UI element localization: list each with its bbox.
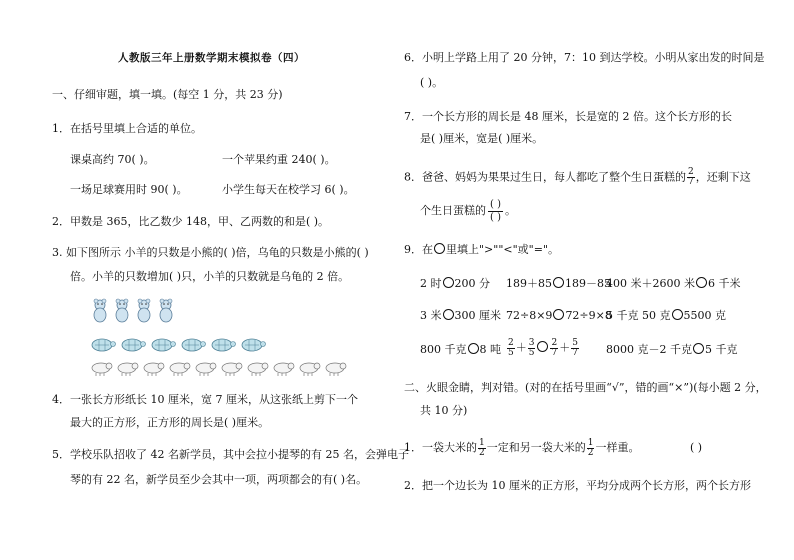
q8-frac-num: 2 (688, 167, 694, 177)
q9-r3-left3: 8000 克－2 千克 (606, 343, 692, 356)
q2-text: 2．甲数是 365，比乙数少 148，甲、乙两数的和是( )。 (52, 215, 330, 228)
q9-frac-c-den: 7 (551, 347, 558, 358)
circle-icon (434, 243, 445, 254)
j1-text-a: 1．一袋大米的 (404, 441, 477, 454)
animals-picture (90, 296, 370, 386)
section-2-line-1: 二、火眼金睛，判对错。(对的在括号里画“√”，错的画“×”)(每小题 2 分， (404, 381, 767, 394)
circle-icon (443, 309, 454, 320)
judge-1 (404, 437, 639, 459)
circle-icon (553, 309, 564, 320)
q9-stem (404, 243, 559, 257)
q9-r1-item3 (606, 277, 740, 291)
q8-answer-fraction (488, 199, 503, 224)
q9-r2-right2: 72÷9×8 (565, 309, 612, 322)
circle-icon (537, 341, 548, 352)
circle-icon (672, 309, 683, 320)
q6-line-2: ( )。 (420, 76, 444, 89)
q8-fraction (687, 168, 695, 187)
j1-text-c: 一样重。 (595, 441, 640, 454)
q9-r2-left3: 5 千克 50 克 (606, 309, 671, 322)
q8-frac-den: 7 (688, 177, 694, 187)
q4-line-2: 最大的正方形，正方形的周长是( )厘米。 (70, 416, 270, 429)
q1-football-time: 一场足球赛用时 90( )。 (70, 183, 188, 196)
q9-frac-b-num: 3 (528, 337, 535, 348)
q9-r1-left1: 2 时 (420, 277, 442, 290)
q9-frac-c-num: 2 (551, 337, 558, 348)
q9-r3-item3 (606, 343, 738, 357)
q5-line-2: 琴的有 22 名，新学员至少会其中一项，两项都会的有( )名。 (70, 473, 368, 486)
q9-frac-d-num: 5 (572, 337, 578, 348)
q7-line-2: 是( )厘米，宽是( )厘米。 (420, 132, 544, 145)
q8-text-c: 个生日蛋糕的 (420, 204, 486, 217)
q9-frac-d (571, 339, 579, 358)
q9-r3-right1: 8 吨 (479, 343, 501, 356)
q8-line-1 (404, 168, 751, 187)
j1-frac-2-den: 2 (587, 447, 594, 458)
q9-r1-right1: 200 分 (454, 277, 490, 290)
judge-1-answer-paren: ( ) (690, 441, 703, 454)
q9-r2-left2: 72÷8×9 (506, 309, 553, 322)
q8-blank-den: ( ) (490, 211, 501, 223)
q9-r3-item1 (420, 343, 501, 357)
exam-title: 人教版三年上册数学期末模拟卷（四） (118, 52, 305, 64)
q7-line-1: 7．一个长方形的周长是 48 厘米，长是宽的 2 倍。这个长方形的长 (404, 110, 732, 123)
q9-frac-b (528, 339, 536, 358)
circle-icon (693, 343, 704, 354)
section-1-heading: 一、仔细审题，填一填。(每空 1 分，共 23 分) (52, 88, 283, 101)
circle-icon (553, 277, 564, 288)
q3-line-1: 3. 如下图所示 小羊的只数是小熊的( )倍，乌龟的只数是小熊的( ) (52, 246, 369, 259)
q9-frac-d-den: 7 (572, 347, 578, 358)
q9-r3-right3: 5 千克 (705, 343, 738, 356)
q9-r1-right2: 189－85 (565, 277, 611, 290)
q9-r2-left1: 3 米 (420, 309, 442, 322)
q8-line-2 (420, 198, 516, 224)
q9-r1-item2 (506, 277, 611, 291)
q9-frac-a (507, 339, 515, 358)
q9-r2-right1: 300 厘米 (454, 309, 501, 322)
q9-r1-item1 (420, 277, 490, 291)
q9-r2-item3 (606, 309, 726, 323)
q9-plus-1: ＋ (515, 341, 527, 354)
q9-r1-left2: 189＋85 (506, 277, 552, 290)
j1-frac-2-num: 1 (587, 437, 594, 448)
q8-text-d: 。 (504, 204, 516, 217)
q8-text-b: ，还剩下这 (695, 170, 751, 184)
q8-text-a: 8．爸爸、妈妈为果果过生日，每人都吃了整个生日蛋糕的 (404, 170, 686, 184)
q9-r3-item2 (506, 336, 580, 360)
q5-line-1: 5．学校乐队招收了 42 名新学员，其中会拉小提琴的有 25 名，会弹电子 (52, 448, 409, 461)
q3-line-2: 倍。小羊的只数增加( )只，小羊的只数就是乌龟的 2 倍。 (70, 270, 350, 283)
q9-stem-b: 里填上">""<"或"="。 (446, 243, 560, 256)
q9-r3-left1: 800 千克 (420, 343, 467, 356)
q9-plus-2: ＋ (559, 341, 571, 354)
j1-frac-1-den: 2 (479, 447, 485, 458)
circle-icon (468, 343, 479, 354)
q1-apple-weight: 一个苹果约重 240( )。 (222, 153, 336, 166)
circle-icon (443, 277, 454, 288)
q9-frac-a-num: 2 (508, 337, 514, 348)
q1-desk-height: 课桌高约 70( )。 (70, 153, 155, 166)
q1-school-hours: 小学生每天在校学习 6( )。 (222, 183, 355, 196)
q6-line-1: 6．小明上学路上用了 20 分钟，7：10 到达学校。小明从家出发的时间是 (404, 51, 765, 64)
q9-r2-right3: 5500 克 (683, 309, 726, 322)
q9-stem-a: 9．在 (404, 243, 433, 256)
q9-frac-c (550, 339, 558, 358)
q9-r1-right3: 6 千米 (707, 277, 741, 290)
j1-text-b: 一定和另一袋大米的 (486, 441, 586, 454)
q9-frac-b-den: 5 (528, 347, 535, 358)
q9-frac-a-den: 5 (508, 347, 514, 358)
j1-frac-1 (478, 439, 486, 458)
circle-icon (696, 277, 707, 288)
judge-2: 2．把一个边长为 10 厘米的正方形，平均分成两个长方形，两个长方形 (404, 479, 751, 492)
q8-blank-num: ( ) (490, 198, 501, 210)
section-2-line-2: 共 10 分) (420, 404, 468, 417)
q1-stem: 1．在括号里填上合适的单位。 (52, 122, 202, 135)
j1-frac-2 (587, 439, 595, 458)
q9-r2-item2 (506, 309, 612, 323)
j1-frac-1-num: 1 (479, 437, 485, 448)
q4-line-1: 4．一张长方形纸长 10 厘米，宽 7 厘米，从这张纸上剪下一个 (52, 393, 358, 406)
q9-r2-item1 (420, 309, 501, 323)
q9-r1-left3: 400 米＋2600 米 (606, 277, 695, 290)
